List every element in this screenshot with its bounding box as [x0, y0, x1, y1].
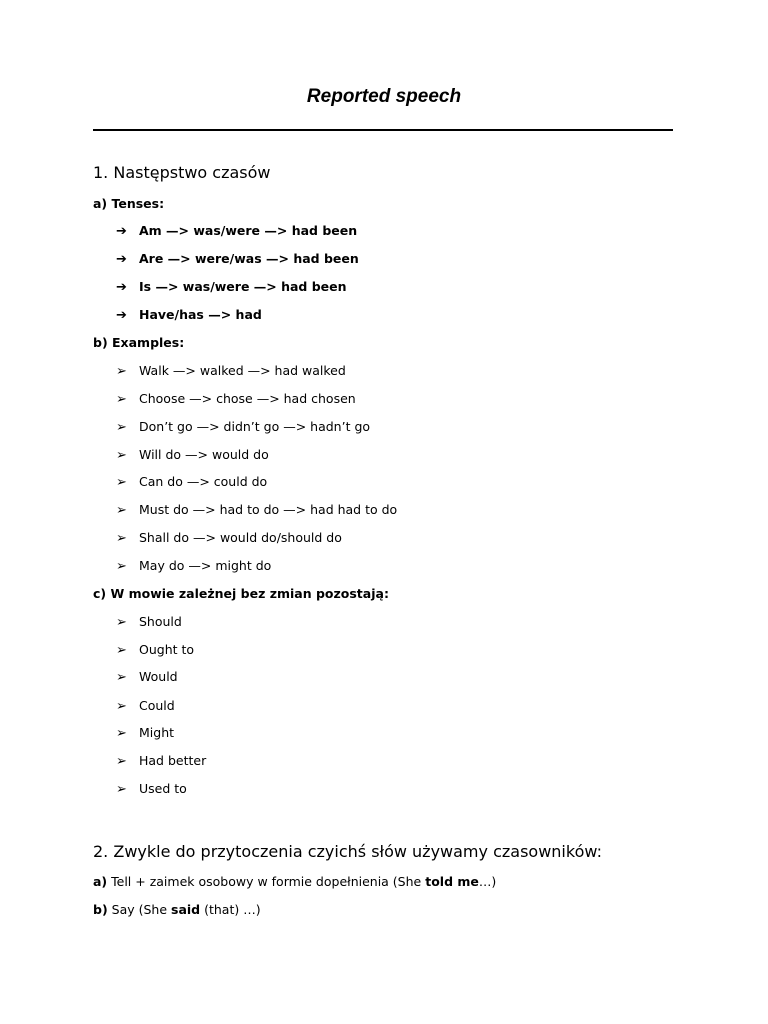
- line-b-emphasis: said: [171, 902, 201, 917]
- example-item: Walk —> walked —> had walked: [139, 363, 346, 378]
- list-item: [116, 222, 357, 241]
- document-title: Reported speech: [306, 86, 462, 107]
- chevron-bullet-icon: ➢: [116, 503, 127, 518]
- list-item: [116, 641, 194, 660]
- unchanged-modal: Had better: [139, 753, 207, 768]
- list-item: [116, 501, 397, 520]
- chevron-bullet-icon: ➢: [116, 392, 127, 407]
- chevron-bullet-icon: ➢: [116, 475, 127, 490]
- subsection-b-label: b) Examples:: [93, 335, 185, 350]
- example-item: Don’t go —> didn’t go —> hadn’t go: [139, 419, 371, 434]
- line-b-text: Say (She: [107, 902, 172, 917]
- example-item: May do —> might do: [139, 558, 272, 573]
- chevron-bullet-icon: ➢: [116, 782, 127, 797]
- tense-rule: Have/has —> had: [139, 307, 262, 322]
- arrow-bullet-icon: ➔: [116, 224, 127, 239]
- line-a-emphasis: told me: [425, 874, 479, 889]
- title-divider: [93, 129, 673, 131]
- list-item: [116, 668, 178, 687]
- subsection-a-label: a) Tenses:: [93, 196, 165, 211]
- list-item: [116, 613, 182, 632]
- chevron-bullet-icon: ➢: [116, 559, 127, 574]
- verb-tell-line: [93, 873, 496, 891]
- line-a-end: …): [478, 874, 497, 889]
- list-item: [116, 473, 267, 492]
- tense-rule: Is —> was/were —> had been: [139, 279, 347, 294]
- unchanged-modal: Might: [139, 725, 175, 740]
- verb-say-line: [93, 901, 261, 919]
- list-item: [116, 529, 342, 548]
- chevron-bullet-icon: ➢: [116, 364, 127, 379]
- arrow-bullet-icon: ➔: [116, 308, 127, 323]
- chevron-bullet-icon: ➢: [116, 420, 127, 435]
- chevron-bullet-icon: ➢: [116, 670, 127, 685]
- example-item: Shall do —> would do/should do: [139, 530, 342, 545]
- unchanged-modal: Ought to: [139, 642, 195, 657]
- chevron-bullet-icon: ➢: [116, 531, 127, 546]
- unchanged-modal: Used to: [139, 781, 187, 796]
- example-item: Will do —> would do: [139, 447, 269, 462]
- chevron-bullet-icon: ➢: [116, 448, 127, 463]
- example-item: Can do —> could do: [139, 474, 268, 489]
- section-2-heading: 2. Zwykle do przytoczenia czyichś słów używamy czasowników:: [93, 842, 602, 861]
- example-item: Choose —> chose —> had chosen: [139, 391, 356, 406]
- list-item: [116, 362, 346, 381]
- section-1-heading: 1. Następstwo czasów: [93, 163, 271, 182]
- chevron-bullet-icon: ➢: [116, 726, 127, 741]
- list-item: [116, 250, 359, 269]
- list-item: [116, 697, 175, 716]
- tense-rule: Are —> were/was —> had been: [139, 251, 359, 266]
- chevron-bullet-icon: ➢: [116, 699, 127, 714]
- list-item: [116, 446, 269, 465]
- line-a-label: a): [93, 874, 108, 889]
- subsection-c-label: c) W mowie zależnej bez zmian pozostają:: [93, 586, 389, 601]
- unchanged-modal: Would: [139, 669, 178, 684]
- line-a-text: Tell + zaimek osobowy w formie dopełnienia (She: [107, 874, 426, 889]
- list-item: [116, 418, 370, 437]
- unchanged-modal: Should: [139, 614, 182, 629]
- tense-rule: Am —> was/were —> had been: [139, 223, 358, 238]
- list-item: [116, 724, 174, 743]
- unchanged-modal: Could: [139, 698, 175, 713]
- arrow-bullet-icon: ➔: [116, 252, 127, 267]
- chevron-bullet-icon: ➢: [116, 754, 127, 769]
- example-item: Must do —> had to do —> had had to do: [139, 502, 398, 517]
- chevron-bullet-icon: ➢: [116, 643, 127, 658]
- list-item: [116, 390, 356, 409]
- list-item: [116, 780, 187, 799]
- line-b-label: b): [93, 902, 108, 917]
- list-item: [116, 752, 206, 771]
- chevron-bullet-icon: ➢: [116, 615, 127, 630]
- arrow-bullet-icon: ➔: [116, 280, 127, 295]
- list-item: [116, 306, 262, 325]
- list-item: [116, 278, 347, 297]
- line-b-end: (that) …): [200, 902, 261, 917]
- list-item: [116, 557, 271, 576]
